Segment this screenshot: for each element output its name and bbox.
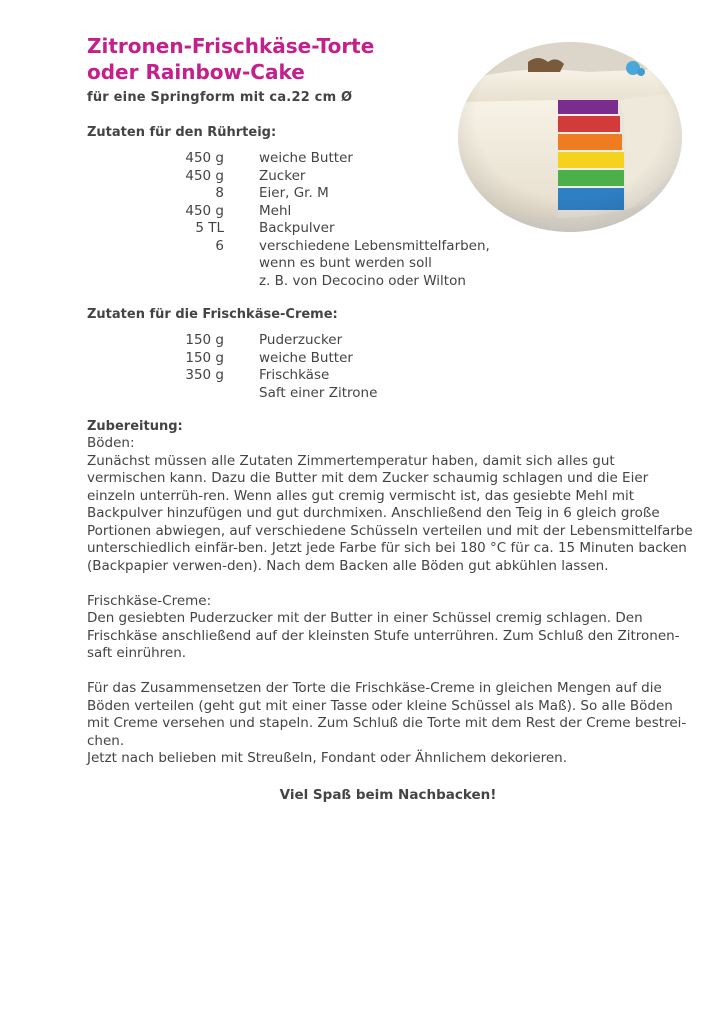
ingredient-name: weiche Butter xyxy=(259,150,353,166)
ingredient-row xyxy=(0,255,724,273)
ingredient-name: verschiedene Lebensmittelfarben, xyxy=(259,237,490,254)
cream-ingredient-list xyxy=(0,332,724,402)
ingredient-row xyxy=(0,220,724,238)
boden-paragraph: Zunächst müssen alle Zutaten Zimmertemperatur haben, damit sich alles gut vermischen kann. Dazu die Butter mit dem Zucker schaumig schlagen und die Eier einzeln unterrüh-ren. Wenn alles gut cremig vermischt ist, das gesiebte Mehl mit Backpulver hinzufügen und gut durchmixen. Anschließend den Teig in 6 gleich große Portionen abwiegen, auf verschiedene Schüsseln verteilen und mit der Lebensmittelfarbe unterschiedlich einfär-ben. Jetzt jede Farbe für sich bei 180 °C für ca. 15 Minuten backen (Backpapier verwen-den). Nach dem Backen alle Böden gut abkühlen lassen. xyxy=(87,452,693,574)
ingredient-amount: 150 g xyxy=(185,332,224,348)
ingredient-name: Mehl xyxy=(259,202,292,219)
recipe-title xyxy=(87,33,374,85)
ingredient-row xyxy=(0,185,724,203)
creme-paragraph: Den gesiebten Puderzucker mit der Butter in einer Schüssel cremig schlagen. Den Frischkäse anschließend auf der kleinsten Stufe unterrühren. Zum Schluß den Zitronen-saft einrühren. xyxy=(87,610,680,661)
ingredient-amount: 6 xyxy=(215,237,224,254)
ingredient-row xyxy=(0,367,724,385)
decoration-paragraph: Jetzt nach belieben mit Streußeln, Fondant oder Ähnlichem dekorieren. xyxy=(87,750,568,766)
ingredient-row xyxy=(0,385,724,403)
ingredient-name: weiche Butter xyxy=(259,349,353,366)
ingredient-name: Saft einer Zitrone xyxy=(259,384,378,401)
ingredient-row xyxy=(0,150,724,168)
dough-ingredient-list xyxy=(0,150,724,290)
ingredient-name: Backpulver xyxy=(259,220,335,236)
ingredient-name: Puderzucker xyxy=(259,332,343,348)
ingredient-name: Frischkäse xyxy=(259,367,330,383)
ingredient-row xyxy=(0,203,724,221)
ingredient-amount: 450 g xyxy=(185,167,224,184)
ingredient-row xyxy=(0,332,724,350)
ingredient-amount: 5 TL xyxy=(195,220,224,236)
title-line-1: Zitronen-Frischkäse-Torte xyxy=(87,34,375,58)
creme-label: Frischkäse-Creme: xyxy=(87,592,212,609)
closing-line: Viel Spaß beim Nachbacken! xyxy=(279,787,497,803)
boden-label: Böden: xyxy=(87,435,135,451)
ingredient-row xyxy=(0,350,724,368)
preparation-text xyxy=(87,435,697,768)
preparation-heading: Zubereitung: xyxy=(87,419,183,434)
assembly-paragraph: Für das Zusammensetzen der Torte die Frischkäse-Creme in gleichen Mengen auf die Böden verteilen (geht gut mit einer Tasse oder kleine Schüssel als Maß). So alle Böden mit Creme versehen und stapeln. Zum Schluß die Torte mit dem Rest der Creme bestrei-chen. xyxy=(87,680,687,749)
ingredient-row xyxy=(0,168,724,186)
ingredient-name: Eier, Gr. M xyxy=(259,185,329,201)
title-line-2: oder Rainbow-Cake xyxy=(87,60,305,84)
ingredient-name: wenn es bunt werden soll xyxy=(259,255,432,271)
ingredient-amount: 450 g xyxy=(185,202,224,219)
cream-heading: Zutaten für die Frischkäse-Creme: xyxy=(87,307,338,322)
ingredient-row xyxy=(0,238,724,256)
ingredient-amount: 150 g xyxy=(185,349,224,366)
dough-heading: Zutaten für den Rührteig: xyxy=(87,125,277,140)
ingredient-amount: 8 xyxy=(215,185,224,201)
ingredient-name: z. B. von Decocino oder Wilton xyxy=(259,272,466,289)
recipe-subtitle: für eine Springform mit ca.22 cm Ø xyxy=(87,90,353,105)
ingredient-amount: 450 g xyxy=(185,150,224,166)
ingredient-amount: 350 g xyxy=(185,367,224,383)
ingredient-name: Zucker xyxy=(259,167,306,184)
ingredient-row xyxy=(0,273,724,291)
